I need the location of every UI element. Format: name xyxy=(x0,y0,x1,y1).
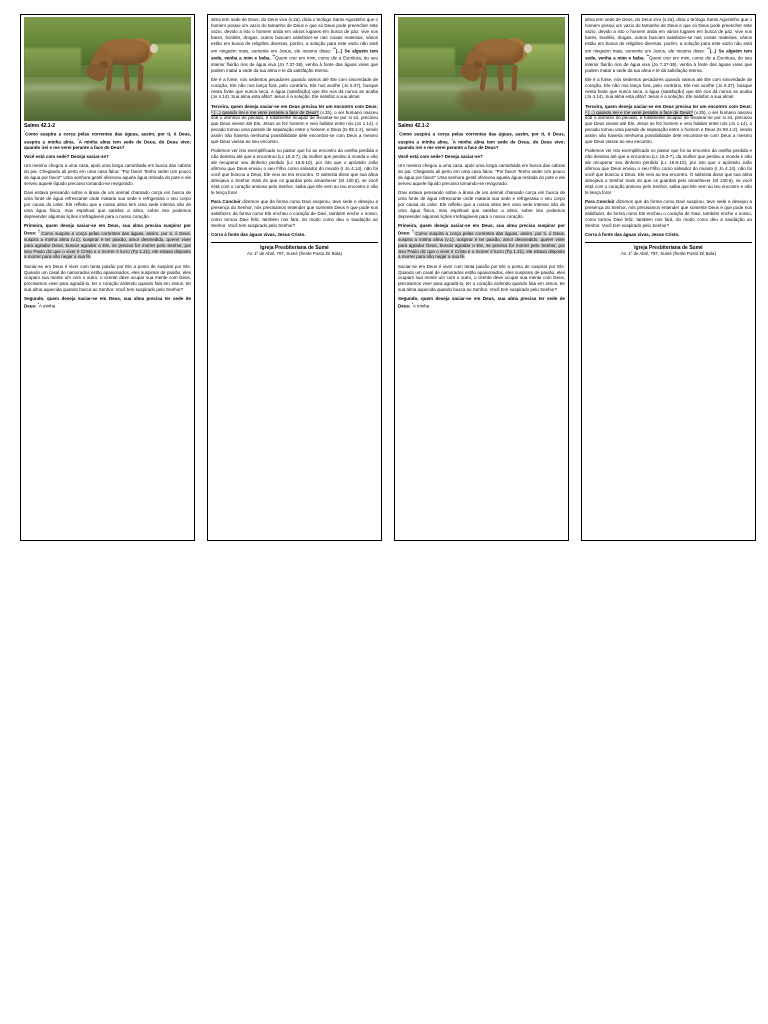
verse-number-1: ¹ xyxy=(24,130,26,135)
continuation-paragraph-1: alma tem sede de Deus, do Deus vivo (v.2a), dizia o teólogo Santo Agostinho que o homem possui um vazio do tamanho de Deus e que só Deus pode preencher este vazio, devido a isto o homem anda em vários lugares em busca de paz, vive nos bares, bordéis, drogas, outros buscam satisfazer-se nas coisas materiais, vários estão em busca de religiões diversas, porém, a solução para este vazio não está em ninguém mais, somente em Jesus, ele mesmo disse: $^{^{10}}$(...) Se alguém tem sede, venha a mim e beba. $^{^{38}}$Quem crer em mim, como diz a Escritura, do seu interior fluirão rios de água viva (Jo 7.37-38), venha à fonte das águas vivas que podem matar a sede da tua alma e te dá satisfação eterna. xyxy=(585,17,752,73)
continuation-paragraph-1: alma tem sede de Deus, do Deus vivo (v.2a), dizia o teólogo Santo Agostinho que o homem possui um vazio do tamanho de Deus e que só Deus pode preencher este vazio, devido a isto o homem anda em vários lugares em busca de paz, vive nos bares, bordéis, drogas, outros buscam satisfazer-se nas coisas materiais, vários estão em busca de religiões diversas, porém, a solução para este vazio não está em ninguém mais, somente em Jesus, ele mesmo disse: $^{^{10}}$(...) Se alguém tem sede, venha a mim e beba. $^{^{38}}$Quem crer em mim, como diz a Escritura, do seu interior fluirão rios de água viva (Jo 7.37-38), venha à fonte das águas vivas que podem matar a sede da tua alma e te dá satisfação eterna. xyxy=(211,17,378,73)
deer-tail xyxy=(524,44,532,53)
church-address: Av. 1º de Abril, 797, Sumé (frente Posto Zé Bola) xyxy=(247,250,342,256)
point-3: Terceira, quem deseja saciar-se em Deus precisa ter um encontro com Deus: ² (...) quando irei e me verei perante a face de Deus? (v.2b), o ser humano nasceu sob o domínio do pecado, é totalmente incapaz de levantar-se por si só, precisou que Deus viesse até Ele, Jesus se fez homem e veio habitar entre nós (Jo 1.14), o pecado tomou uma parede de separação entre o homem e Deus (Is 59.1-2), sendo assim não haveria nenhuma possibilidade dele encontrar-se com Deus a mesmo que Deus viesse ao seu encontro. xyxy=(585,103,752,145)
deer-drinking-photo-copy xyxy=(398,17,565,121)
point-1: Primeira, quem deseja saciar-se em Deus, sua alma precisa suspirar por Deus: $^{^1}$ Como suspira a corça pelas correntes das águas, assim, por ti, ó Deus, suspira a minha alma (v.1), suspirar é ter paixão, amor desmedido, querer viver para agradar Deus, buscar agradar a Ele, se precisa for morrer pelo Senhor, por isso Paulo diz que o viver é Cristo e o morrer é lucro (Fp 1.21), ele estava disposto a morrer para não negar a sua fé. xyxy=(398,223,565,260)
church-footer xyxy=(585,242,752,257)
conclusion: Para Concluir dizemos que da forma como Davi suspirou, teve sede e desejou a presença do Senhor, nós precisamos entender que somente Deus é que pode nos satisfazer, da forma como Ele encheu o coração de Davi, também enche o nosso, como tornou Davi feliz, também nos fará, do modo como deu a saudação ao Senhor. Você tem suspirado pelo Senhor? xyxy=(585,199,752,228)
scripture-reference: Salmo 42.1-2 xyxy=(398,123,430,129)
intro-paragraph-1: Um menino chegou a uma casa, após uma longa caminhada em busca das cabras do pai. Chegando ali perto em uma casa falou: "Por favor! Tenho sede! Um pouco de água por favor!" Uma senhora gentil ofereceu aquela água retirada do pote e ele serveu aquele líquido precioso tomando-se revigorado. xyxy=(24,163,191,187)
deer-tail xyxy=(150,44,158,53)
continuation-paragraph-2: Ele é a fonte, nós sedentos pecadores quando vamos até Ele com sinceridade de coração, Ele não nos lança fora, pelo contrário, Ele nos acolhe (Jo 6.37), busque nesta fonte que nunca seca, a água (satisfação) que Ele nos dá nunca se acaba (Jo 4.14). Sua alma esta afita? Jesus é a solução, Ele satisfaz a sua alma! xyxy=(211,76,378,100)
verse-text-2: A minha alma tem sede de Deus, do Deus vivo; quando irei e me verei perante a face de Deus? xyxy=(24,139,191,151)
panel-inside-2 xyxy=(581,14,756,541)
point-1-verse-number: ¹ xyxy=(38,229,40,234)
point-3-illustration: Podemos ver isto exemplificado no pastor que foi ao encontro da ovelha perdida e não desistiu até que a encontrou (Lc 15.3-7), da mulher que perdeu a moeda e não ale recuperar seu dinheiro perdido (Lc 15.8-10), por isto que o apóstolo João afirmou que Deus enviou o seu Filho como salvador do mundo (I Jo 4.14), não foi você que buscou a Deus, Ele veio ao teu encontro. O salmista disse que sua alma almejava o Senhor mais do que os guardas pelo amanhecer (Sl 130.6), se você está com o coração ansioso pelo Senhor, saiba que Ele vem ao teu encontro e não te lança fora! xyxy=(211,148,378,195)
panel-inside-1 xyxy=(207,14,382,541)
closing-line: Corra à fonte das águas vivas, Jesus Cristo. xyxy=(585,231,680,237)
point-3 xyxy=(211,104,378,146)
point-3-heading: Terceira, quem deseja saciar-se em Deus precisa ter um encontro com Deus: xyxy=(211,103,378,109)
point-1-heading: Primeira, quem deseja saciar-se em Deus, sua alma precisa suspirar por Deus: xyxy=(24,223,191,236)
tract-panels-row xyxy=(0,14,768,541)
deer-water-reflection xyxy=(84,86,161,113)
point-1-application: Saciar-se em Deus é viver com tanta paixão por Ele a ponto de suspirar por Ele. Quando um casal de namorados estão apaixonados, eles suspiram de paixão, eles ocupam sua mente um com o outro, o cirente deve ocupar sua mente com Deus, precisamos viver para agradá-lo, ter o coração ardendo quando fala em Jesus, ter sua alma aquecida quando busca ao Senhor. Você tem suspirado pelo Senhor? xyxy=(24,263,191,293)
point-1-quote: Como suspira a corça pelas correntes das águas, assim, por ti, ó Deus, suspira a minha alma (v.1), suspirar é ter paixão, amor desmedido, querer viver para agradar Deus, buscar agradar a Ele, se precisa for morrer pelo Senhor, por isso Paulo diz que o viver é Cristo e o morrer é lucro (Fp 1.21), ele estava disposto a morrer para não negar a sua fé. xyxy=(24,230,191,260)
point-3-text: (v.2b), o ser humano nasceu sob o domínio do pecado, é totalmente incapaz de levantar-se por si só, precisou que Deus viesse até Ele, Jesus se fez homem e veio habitar entre nós (Jo 1.14), o pecado tomou uma parede de separação entre o homem e Deus (Is 59.1-2), sendo assim não haveria nenhuma possibilidade dele encontrar-se com Deus a mesmo que Deus viesse ao seu encontro. xyxy=(211,109,378,145)
scripture-reference: Salmo 42.1-2 xyxy=(24,123,56,129)
scripture-verses: $^{^1}$Como suspira a corça pelas correntes das águas, assim, por ti, ó Deus, suspira a minha alma. $^{^2}$A minha alma tem sede de Deus, do Deus vivo; quando irei e me verei perante a face de Deus? xyxy=(398,130,565,151)
closing-line: Corra à fonte das águas vivas, Jesus Cristo. xyxy=(211,231,306,237)
deer-water-reflection xyxy=(458,86,535,113)
point-1-application: Saciar-se em Deus é viver com tanta paixão por Ele a ponto de suspirar por Ele. Quando um casal de namorados estão apaixonados, eles suspiram de paixão, eles ocupam sua mente um com o outro, o cirente deve ocupar sua mente com Deus, precisamos viver para agradá-lo, ter o coração ardendo quando fala em Jesus, ter sua alma aquecida quando busca ao Senhor. Você tem suspirado pelo Senhor? xyxy=(398,263,565,293)
point-3-illustration: Podemos ver isto exemplificado no pastor que foi ao encontro da ovelha perdida e não desistiu até que a encontrou (Lc 15.3-7), da mulher que perdeu a moeda e não ale recuperar seu dinheiro perdido (Lc 15.8-10), por isto que o apóstolo João afirmou que Deus enviou o seu Filho como salvador do mundo (I Jo 4.14), não foi você que buscou a Deus, Ele veio ao teu encontro. O salmista disse que sua alma almejava o Senhor mais do que os guardas pelo amanhecer (Sl 130.6), se você está com o coração ansioso pelo Senhor, saiba que Ele vem ao teu encontro e não te lança fora! xyxy=(585,148,752,195)
intro-paragraph-2: Davi estava pensando sobre a ânsia de um animal chamado corça em busca de uma fonte de água refrescante onde mataria sua sede e refrigeraria o seu corpo por causa do calor. Ele refletiu que a nossa alma tem uma sede intensa não de uma água física, mas espiritual que satisfaz a alma, sobre isto podemos depreender algumas lições irrefragáveis para o nosso coração. xyxy=(24,190,191,220)
verse-text-1: Como suspira a corça pelas correntes das águas, assim, por ti, ó Deus, suspira a minha alma. xyxy=(24,131,191,145)
panel-cover-2 xyxy=(394,14,569,541)
intro-paragraph-2: Davi estava pensando sobre a ânsia de um animal chamado corça em busca de uma fonte de água refrescante onde mataria sua sede e refrigeraria o seu corpo por causa do calor. Ele refletiu que a nossa alma tem uma sede intensa não de uma água física, mas espiritual que satisfaz a alma, sobre isto podemos depreender algumas lições irrefragáveis para o nosso coração. xyxy=(398,190,565,220)
church-name: Igreja Presbiteriana de Sumé xyxy=(260,244,329,251)
deer-drinking-photo xyxy=(24,17,191,121)
cover-question: Você está com sede? Deseja saciar-se? xyxy=(24,154,109,160)
conclusion-heading: Para Concluir xyxy=(211,199,241,204)
deer-illustration xyxy=(458,34,535,90)
point-1 xyxy=(24,223,191,260)
deer-illustration xyxy=(84,34,161,90)
cover-question: Você está com sede? Deseja saciar-se? xyxy=(398,154,483,160)
point-2-tail: A minha xyxy=(38,303,56,309)
panel-cover-1 xyxy=(20,14,195,541)
church-footer xyxy=(211,242,378,257)
verse-number-2: ² xyxy=(77,137,79,142)
point-3-quote: ² (...) quando irei e me verei perante a face de Deus? xyxy=(211,109,319,115)
church-name: Igreja Presbiteriana de Sumé xyxy=(634,244,703,251)
church-address: Av. 1º de Abril, 797, Sumé (frente Posto Zé Bola) xyxy=(621,250,716,256)
scripture-verses xyxy=(24,130,191,151)
point-2: Segundo, quem deseja saciar-se em Deus, sua alma precisa ter sede de Deus: $^{^2}$A minha xyxy=(398,296,565,309)
conclusion: Para Concluir dizemos que da forma como Davi suspirou, teve sede e desejou a presença do Senhor, nós precisamos entender que somente Deus é que pode nos satisfazer, da forma como Ele encheu o coração de Davi, também enche o nosso, como tornou Davi feliz, também nos fará, do modo como deu a saudação ao Senhor. Você tem suspirado pelo Senhor? xyxy=(211,199,378,228)
continuation-paragraph-2: Ele é a fonte, nós sedentos pecadores quando vamos até Ele com sinceridade de coração, Ele não nos lança fora, pelo contrário, Ele nos acolhe (Jo 6.37), busque nesta fonte que nunca seca, a água (satisfação) que Ele nos dá nunca se acaba (Jo 4.14). Sua alma esta afita? Jesus é a solução, Ele satisfaz a sua alma! xyxy=(585,76,752,100)
point-2-heading: Segundo, quem deseja saciar-se em Deus, sua alma precisa ter sede de Deus: xyxy=(24,296,191,309)
point-2 xyxy=(24,296,191,309)
intro-paragraph-1: Um menino chegou a uma casa, após uma longa caminhada em busca das cabras do pai. Chegando ali perto em uma casa falou: "Por favor! Tenho sede! Um pouco de água por favor!" Uma senhora gentil ofereceu aquela água retirada do pote e ele serveu aquele líquido precioso tomando-se revigorado. xyxy=(398,163,565,187)
point-2-verse-number: ² xyxy=(37,302,39,307)
